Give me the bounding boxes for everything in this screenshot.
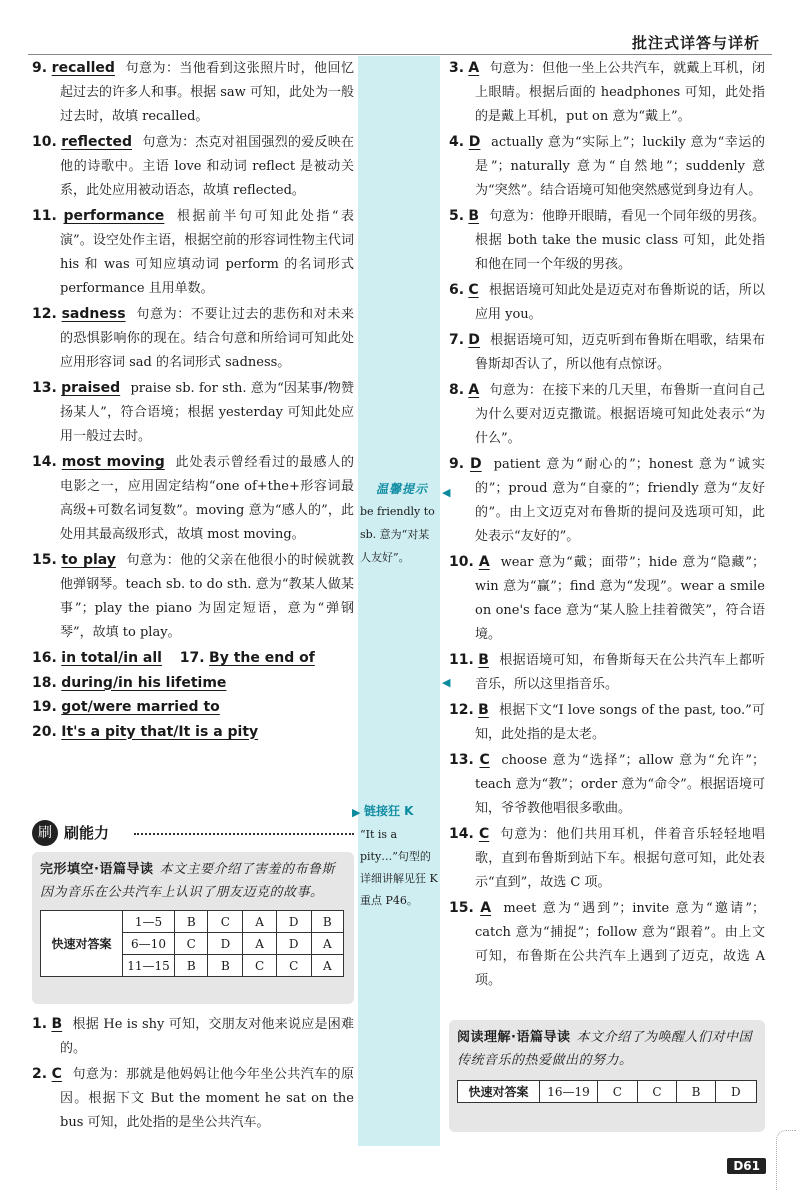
- explanation-text: 根据下文“I love songs of the past, too.”可知，此处指的是太老。: [475, 703, 765, 742]
- answer-cell: C: [276, 955, 311, 977]
- answer-word: got/were married to: [61, 699, 220, 715]
- arrow-left-icon: ◀: [442, 676, 451, 689]
- answer-entry: [449, 204, 765, 277]
- answer-cell: D: [276, 911, 311, 933]
- question-number: 9.: [449, 456, 465, 472]
- reading-guide-text: 本文介绍了为唤醒人们对中国传统音乐的热爱做出的努力。: [457, 1030, 752, 1068]
- question-number: 20.: [32, 723, 57, 740]
- explanation-text: 句意为：当他看到这张照片时，他回忆起过去的许多人和事。根据 saw 可知，此处为一般过去时，故填 recalled。: [60, 61, 354, 124]
- question-number: 6.: [449, 282, 465, 298]
- answer-cell: C: [637, 1081, 677, 1103]
- question-number: 15.: [449, 900, 474, 916]
- answer-entry: [449, 822, 765, 895]
- answer-entry: [449, 648, 765, 697]
- answer-cell: C: [208, 911, 243, 933]
- answer-cell: B: [175, 911, 208, 933]
- explanation-text: 句意为：不要让过去的悲伤和对未来的恐惧影响你的现在。结合句意和所给词可知此处应用形容词 sad 的名词形式 sadness。: [60, 307, 354, 370]
- left-column: [32, 56, 354, 744]
- answer-entry: [32, 130, 354, 203]
- explanation-text: 根据前半句可知此处指“表演”。设空处作主语，根据空前的形容词性物主代词 his 和 was 可知应填动词 perform 的名词形式 performance 且用单数。: [60, 209, 355, 296]
- answer-letter: D: [468, 332, 480, 348]
- answer-entry: [32, 1062, 354, 1135]
- question-number: 2.: [32, 1066, 48, 1082]
- short-answer-line: [32, 720, 354, 745]
- answer-letter: C: [478, 826, 490, 842]
- explanation-text: choose 意为“选择”；allow 意为“允许”；teach 意为“教”；order 意为“命令”。根据语境可知，爷爷教他唱很多歌曲。: [475, 753, 765, 816]
- page-corner-decoration: [776, 1130, 796, 1190]
- answer-entry: [32, 548, 354, 645]
- answer-letter: B: [478, 702, 489, 718]
- reading-answer-table: [457, 1080, 757, 1103]
- answer-cell: B: [175, 955, 208, 977]
- answer-word: It's a pity that/It is a pity: [61, 723, 259, 740]
- question-number: 8.: [449, 382, 465, 398]
- question-number: 7.: [449, 332, 465, 348]
- page-number: D61: [727, 1158, 766, 1174]
- answer-entry: [32, 450, 354, 547]
- answer-entry: [32, 376, 354, 449]
- answer-letter: A: [478, 554, 490, 570]
- question-number: 12.: [449, 702, 474, 718]
- answer-letter: D: [468, 134, 481, 150]
- question-number: 16.: [32, 650, 57, 666]
- answer-cell: B: [311, 911, 343, 933]
- question-number: 9.: [32, 60, 48, 76]
- answer-entry: [32, 1012, 354, 1061]
- answer-word: most moving: [61, 454, 165, 470]
- sidebar-link-text: “It is a pity…”句型的详细讲解见狂 K 重点 P46。: [360, 828, 438, 907]
- question-number: 13.: [32, 380, 57, 396]
- sidebar-link-title: 链接狂 K: [364, 804, 414, 818]
- answer-word: to play: [61, 552, 116, 568]
- answer-entry: [449, 130, 765, 203]
- answer-entry: [449, 452, 765, 549]
- answer-letter: A: [468, 60, 480, 76]
- explanation-text: meet 意为“遇到”；invite 意为“邀请”；catch 意为“捕捉”；follow 意为“跟着”。由上文可知，布鲁斯在公共汽车上遇到了迈克，故选 A 项。: [475, 901, 765, 988]
- explanation-text: praise sb. for sth. 意为“因某事/物赞扬某人”，符合语境；根据 yesterday 可知此处应用一般过去时。: [60, 381, 355, 444]
- explanation-text: 句意为：但他一坐上公共汽车，就戴上耳机，闭上眼睛。根据后面的 headphones 可知，此处指的是戴上耳机，put on 意为“戴上”。: [475, 61, 765, 124]
- answer-cell: D: [276, 933, 311, 955]
- answer-cell: B: [677, 1081, 715, 1103]
- cloze-guide-text: 本文主要介绍了害羞的布鲁斯因为音乐在公共汽车上认识了朋友迈克的故事。: [40, 862, 335, 900]
- answer-letter: D: [470, 456, 482, 472]
- answer-cell: C: [598, 1081, 638, 1103]
- short-answer-line: [32, 695, 354, 720]
- answer-word: sadness: [61, 306, 126, 322]
- annotation-sidebar: [358, 56, 440, 1146]
- question-number: 3.: [449, 60, 465, 76]
- answer-letter: C: [468, 282, 479, 298]
- sidebar-tip-text: be friendly to sb. 意为“对某人友好”。: [360, 505, 435, 564]
- arrow-right-icon: ▶: [352, 806, 361, 819]
- question-number: 13.: [449, 752, 474, 768]
- answer-entry: [449, 328, 765, 377]
- cloze-guide-title: 完形填空·语篇导读: [40, 862, 154, 877]
- short-answer-line: [32, 671, 354, 696]
- cloze-answer-table: [40, 910, 344, 977]
- question-number: 14.: [449, 826, 474, 842]
- short-answer-line: [32, 646, 354, 671]
- question-number: 17.: [179, 650, 205, 666]
- answer-word: in total/in all: [61, 650, 162, 666]
- arrow-left-icon: ◀: [442, 486, 451, 499]
- question-number: 4.: [449, 134, 465, 150]
- question-number: 10.: [32, 134, 57, 150]
- explanation-text: 句意为：他睁开眼睛，看见一个同年级的男孩。根据 both take the music class 可知，此处指和他在同一个年级的男孩。: [475, 209, 765, 272]
- dotted-rule: [134, 833, 354, 835]
- range-cell: 6—10: [123, 933, 175, 955]
- reading-guide-paragraph: [457, 1026, 757, 1072]
- explanation-text: actually 意为“实际上”；luckily 意为“幸运的是”；naturally 意为“自然地”；suddenly 意为“突然”。结合语境可知他突然感觉到身边有人。: [475, 135, 765, 198]
- section-label: 刷能力: [64, 824, 110, 842]
- explanation-text: 句意为：他的父亲在他很小的时候就教他弹钢琴。teach sb. to do sth. 意为“教某人做某事”；play the piano 为固定短语，意为“弹钢琴”，故填 to play。: [60, 553, 354, 640]
- answer-letter: B: [51, 1016, 63, 1032]
- explanation-text: 句意为：在接下来的几天里，布鲁斯一直问自己为什么要对迈克撒谎。根据语境可知此处表示“为什么”。: [475, 383, 765, 446]
- question-number: 14.: [32, 454, 57, 470]
- section-heading: [32, 820, 354, 846]
- answer-entry: [449, 56, 765, 129]
- answer-cell: B: [208, 955, 243, 977]
- answer-entry: [32, 204, 354, 301]
- explanation-text: patient 意为“耐心的”；honest 意为“诚实的”；proud 意为“自豪的”；friendly 意为“友好的”。由上文迈克对布鲁斯的提问及选项可知，此处表示“友好的”。: [475, 457, 765, 544]
- explanation-text: 根据语境可知，迈克听到布鲁斯在唱歌，结果布鲁斯却否认了，所以他有点惊讶。: [475, 333, 765, 372]
- reading-guide-title: 阅读理解·语篇导读: [457, 1030, 571, 1045]
- explanation-text: 根据语境可知，布鲁斯每天在公共汽车上都听音乐，所以这里指音乐。: [475, 653, 765, 692]
- explanation-text: 此处表示曾经看过的最感人的电影之一，应用固定结构“one of+the+形容词最高级+可数名词复数”。moving 意为“感人的”，此处用其最高级形式，故填 most moving。: [60, 455, 354, 542]
- answer-letter: A: [468, 382, 480, 398]
- question-number: 12.: [32, 306, 57, 322]
- answer-entry: [449, 698, 765, 747]
- question-number: 11.: [449, 652, 474, 668]
- table-label: 快速对答案: [41, 911, 123, 977]
- answer-letter: B: [478, 652, 489, 668]
- answer-word: reflected: [61, 134, 132, 150]
- left-cloze-column: [32, 1012, 354, 1136]
- answer-word: By the end of: [209, 650, 315, 666]
- question-number: 18.: [32, 674, 57, 691]
- answer-entry: [449, 748, 765, 821]
- range-cell: 11—15: [123, 955, 175, 977]
- explanation-text: wear 意为“戴；面带”；hide 意为“隐藏”；win 意为“赢”；find 意为“发现”。wear a smile on one's face 意为“某人脸上挂着微笑”，符合语境。: [475, 555, 765, 642]
- answer-cell: C: [243, 955, 276, 977]
- question-number: 10.: [449, 554, 474, 570]
- answer-entry: [449, 896, 765, 993]
- reading-guide-box: [449, 1020, 765, 1132]
- answer-word: during/in his lifetime: [61, 674, 227, 691]
- right-column: [449, 56, 765, 994]
- question-number: 19.: [32, 699, 57, 715]
- answer-letter: C: [51, 1066, 62, 1082]
- answer-cell: A: [311, 933, 343, 955]
- table-label: 快速对答案: [458, 1081, 540, 1103]
- answer-entry: [32, 56, 354, 129]
- explanation-text: 根据语境可知此处是迈克对布鲁斯说的话，所以应用 you。: [475, 283, 765, 322]
- answer-entry: [449, 278, 765, 327]
- answer-cell: C: [175, 933, 208, 955]
- answer-letter: B: [468, 208, 480, 224]
- answer-entry: [449, 550, 765, 647]
- header-divider: [28, 54, 772, 55]
- range-cell: 16—19: [540, 1081, 598, 1103]
- answer-cell: D: [715, 1081, 756, 1103]
- answer-letter: A: [480, 900, 492, 916]
- answer-entry: [32, 302, 354, 375]
- answer-word: praised: [61, 380, 121, 396]
- cloze-guide-paragraph: [40, 858, 346, 904]
- explanation-text: 根据 He is shy 可知，交朋友对他来说应是困难的。: [60, 1017, 355, 1056]
- cloze-guide-box: [32, 852, 354, 1004]
- answer-letter: C: [479, 752, 490, 768]
- answer-cell: D: [208, 933, 243, 955]
- question-number: 15.: [32, 552, 57, 568]
- answer-word: performance: [63, 208, 165, 224]
- answer-cell: A: [243, 933, 276, 955]
- explanation-text: 句意为：那就是他妈妈让他今年坐公共汽车的原因。根据下文 But the moment he sat on the bus 可知，此处指的是坐公共汽车。: [60, 1067, 354, 1130]
- brush-badge-icon: 刷: [32, 820, 58, 846]
- question-number: 11.: [32, 208, 57, 224]
- page-header-title: 批注式详答与详析: [631, 34, 760, 52]
- answer-cell: A: [311, 955, 343, 977]
- range-cell: 1—5: [123, 911, 175, 933]
- answer-entry: [449, 378, 765, 451]
- question-number: 1.: [32, 1016, 48, 1032]
- explanation-text: 句意为：杰克对祖国强烈的爱反映在他的诗歌中。主语 love 和动词 reflect 是被动关系，此处应用被动语态，故填 reflected。: [60, 135, 354, 198]
- question-number: 5.: [449, 208, 465, 224]
- answer-word: recalled: [51, 60, 115, 76]
- explanation-text: 句意为：他们共用耳机，伴着音乐轻轻地唱歌，直到布鲁斯到站下车。根据句意可知，此处表示“直到”，故选 C 项。: [475, 827, 765, 890]
- answer-cell: A: [243, 911, 276, 933]
- sidebar-tip-title: 温馨提示: [376, 482, 429, 496]
